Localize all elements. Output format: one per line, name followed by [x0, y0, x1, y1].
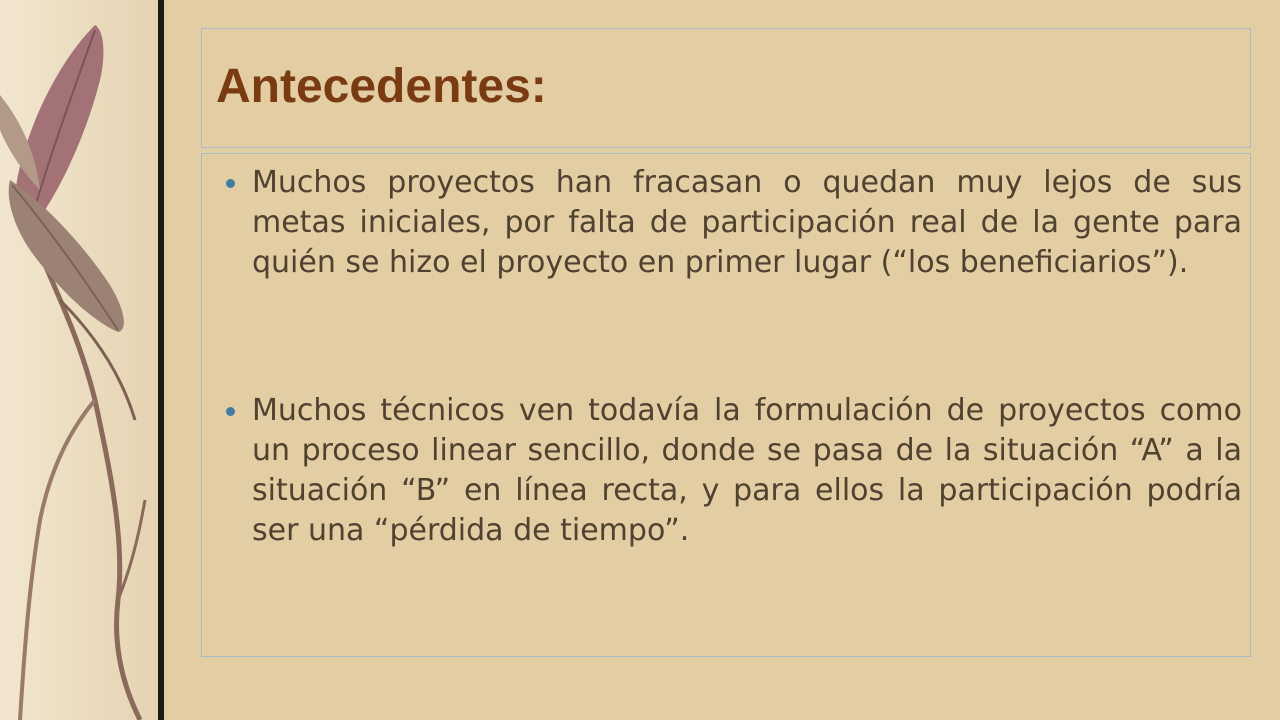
vertical-divider [158, 0, 164, 720]
leaf-decoration-image [0, 0, 158, 720]
dried-leaves-icon [0, 0, 158, 720]
bullet-item [252, 163, 1242, 283]
bullet-text: Muchos proyectos han fracasan o quedan muy lejos de sus metas iniciales, por falta de participación real de la gente para quién se hizo el proyecto en primer lugar (“los beneficiarios”). [252, 165, 1242, 280]
bullet-dot-icon [226, 407, 235, 416]
content-frame [201, 153, 1251, 657]
bullet-text: Muchos técnicos ven todavía la formulación de proyectos como un proceso linear sencillo, donde se pasa de la situación “A” a la situación “B” en línea recta, y para ellos la participación podría ser una “pérdida de tiempo”. [252, 393, 1242, 548]
bullet-dot-icon [226, 179, 235, 188]
slide-title: Antecedentes: [216, 60, 547, 113]
bullet-item [252, 391, 1242, 551]
title-frame [201, 28, 1251, 148]
